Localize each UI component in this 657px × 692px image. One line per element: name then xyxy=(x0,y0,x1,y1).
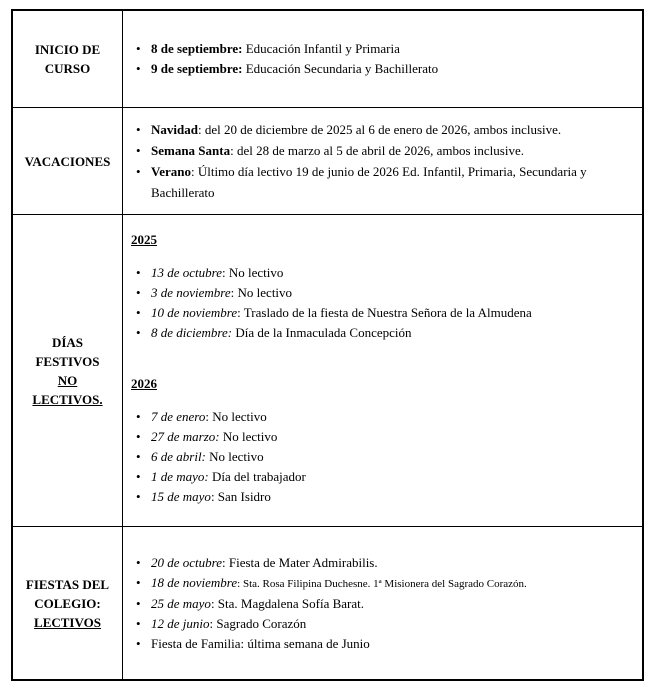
item-text: No lectivo xyxy=(205,449,264,464)
list-item xyxy=(131,39,632,59)
list-item xyxy=(131,614,632,634)
bullet-icon: • xyxy=(136,164,141,179)
bullet-icon: • xyxy=(136,489,141,504)
row-content-cell xyxy=(123,215,642,526)
row-content-cell xyxy=(123,11,642,107)
bullet-icon: • xyxy=(136,122,141,137)
row-label-line: COLEGIO: xyxy=(34,595,101,611)
item-text: : San Isidro xyxy=(210,489,271,504)
item-text-wrap xyxy=(151,140,632,161)
item-date: 8 de diciembre: xyxy=(151,325,233,340)
item-text-wrap xyxy=(151,119,632,140)
item-text-wrap xyxy=(151,427,632,447)
bullet-icon: • xyxy=(136,143,141,158)
row-label-line: CURSO xyxy=(44,61,91,76)
item-date: 8 de septiembre: xyxy=(151,41,243,56)
bullet-icon: • xyxy=(136,429,141,444)
row-label-cell xyxy=(13,215,123,526)
row-label-cell xyxy=(13,527,123,679)
list-item xyxy=(131,303,632,323)
row-label-line: NO xyxy=(57,372,78,388)
row-label-line: VACACIONES xyxy=(24,153,111,169)
item-text: : Sta. Magdalena Sofía Barat. xyxy=(210,595,365,611)
bullet-icon: • xyxy=(136,469,141,484)
item-date: 10 de noviembre xyxy=(151,305,238,320)
item-text: : del 28 de marzo al 5 de abril de 2026, ambos inclusive. xyxy=(230,143,524,158)
item-text: : No lectivo xyxy=(205,409,267,424)
item-text-wrap xyxy=(151,573,632,594)
item-date: Navidad xyxy=(151,122,198,137)
year-heading: 2025 xyxy=(131,232,157,247)
item-text-wrap xyxy=(151,634,632,654)
item-text-wrap xyxy=(151,283,632,303)
bullet-list xyxy=(131,553,632,654)
item-date: Verano xyxy=(151,164,191,179)
item-date: 6 de abril: xyxy=(151,449,206,464)
list-item xyxy=(131,161,632,203)
list-item xyxy=(131,59,632,79)
item-text: : Sagrado Corazón xyxy=(209,615,307,631)
item-date: 12 de junio xyxy=(151,615,210,631)
row-label-line: INICIO DE xyxy=(34,42,101,57)
item-text: Fiesta de Familia: última semana de Junio xyxy=(151,635,370,651)
item-date: 27 de marzo: xyxy=(151,429,220,444)
list-item xyxy=(131,573,632,594)
bullet-icon: • xyxy=(136,554,141,570)
bullet-icon: • xyxy=(136,41,141,56)
row-label-cell xyxy=(13,108,123,214)
item-text-wrap xyxy=(151,553,632,573)
list-item xyxy=(131,553,632,573)
table-row xyxy=(13,215,642,527)
list-item xyxy=(131,263,632,283)
row-content-cell xyxy=(123,527,642,679)
list-item xyxy=(131,487,632,507)
bullet-icon: • xyxy=(136,325,141,340)
item-text-wrap xyxy=(151,447,632,467)
table-row xyxy=(13,527,642,679)
item-text-wrap xyxy=(151,594,632,614)
bullet-list xyxy=(131,119,632,203)
bullet-icon: • xyxy=(136,409,141,424)
item-text: No lectivo xyxy=(219,429,278,444)
item-text-wrap xyxy=(151,303,632,323)
list-item xyxy=(131,140,632,161)
bullet-list xyxy=(131,407,632,507)
item-text-wrap xyxy=(151,161,632,203)
item-text: : del 20 de diciembre de 2025 al 6 de enero de 2026, ambos inclusive. xyxy=(197,122,562,137)
bullet-icon: • xyxy=(136,61,141,76)
item-date: 13 de octubre xyxy=(151,265,222,280)
item-text-wrap xyxy=(151,263,632,283)
row-label-cell xyxy=(13,11,123,107)
bullet-list xyxy=(131,39,632,79)
item-text-wrap xyxy=(151,39,632,59)
item-text: Día de la Inmaculada Concepción xyxy=(232,325,412,340)
item-text: : Último día lectivo 19 de junio de 2026 Ed. Infantil, Primaria, Secundaria y Bachillerato xyxy=(151,164,587,200)
bullet-icon: • xyxy=(136,574,141,590)
item-date: 25 de mayo xyxy=(151,595,211,611)
list-item xyxy=(131,447,632,467)
item-text-wrap xyxy=(151,323,632,343)
bullet-icon: • xyxy=(136,449,141,464)
list-item xyxy=(131,594,632,614)
row-label-line: FIESTAS DEL xyxy=(25,576,110,592)
item-text: : Sta. Rosa Filipina Duchesne. 1ª Misionera del Sagrado Corazón. xyxy=(237,577,527,590)
list-item xyxy=(131,427,632,447)
item-text: Día del trabajador xyxy=(208,469,306,484)
item-text-wrap xyxy=(151,467,632,487)
item-date: 18 de noviembre xyxy=(151,574,238,590)
bullet-icon: • xyxy=(136,635,141,651)
item-text: Educación Secundaria y Bachillerato xyxy=(242,61,439,76)
bullet-list xyxy=(131,263,632,343)
item-date: 9 de septiembre: xyxy=(151,61,243,76)
item-date: 15 de mayo xyxy=(151,489,211,504)
bullet-icon: • xyxy=(136,615,141,631)
item-text: Educación Infantil y Primaria xyxy=(242,41,400,56)
item-text-wrap xyxy=(151,614,632,634)
table-row xyxy=(13,108,642,215)
item-date: 1 de mayo: xyxy=(151,469,209,484)
bullet-icon: • xyxy=(136,305,141,320)
row-label-line: LECTIVOS. xyxy=(32,391,103,407)
calendar-table xyxy=(11,9,644,681)
bullet-icon: • xyxy=(136,265,141,280)
list-item xyxy=(131,407,632,427)
item-date: 20 de octubre xyxy=(151,554,222,570)
row-label-line: DÍAS xyxy=(51,334,84,350)
row-label-line: FESTIVOS xyxy=(35,353,100,369)
list-item xyxy=(131,634,632,654)
year-heading: 2026 xyxy=(131,376,157,391)
list-item xyxy=(131,467,632,487)
item-text-wrap xyxy=(151,59,632,79)
item-text: : Traslado de la fiesta de Nuestra Señora de la Almudena xyxy=(237,305,532,320)
list-item xyxy=(131,119,632,140)
item-text: : Fiesta de Mater Admirabilis. xyxy=(222,554,378,570)
list-item xyxy=(131,323,632,343)
item-date: 7 de enero xyxy=(151,409,206,424)
item-text: : No lectivo xyxy=(230,285,293,300)
row-label-line: LECTIVOS xyxy=(34,614,101,630)
list-item xyxy=(131,283,632,303)
row-content-cell xyxy=(123,108,642,214)
bullet-icon: • xyxy=(136,285,141,300)
item-date: Semana Santa xyxy=(151,143,231,158)
bullet-icon: • xyxy=(136,595,141,611)
item-date: 3 de noviembre xyxy=(151,285,231,300)
table-row xyxy=(13,11,642,108)
item-text: : No lectivo xyxy=(222,265,284,280)
item-text-wrap xyxy=(151,407,632,427)
item-text-wrap xyxy=(151,487,632,507)
